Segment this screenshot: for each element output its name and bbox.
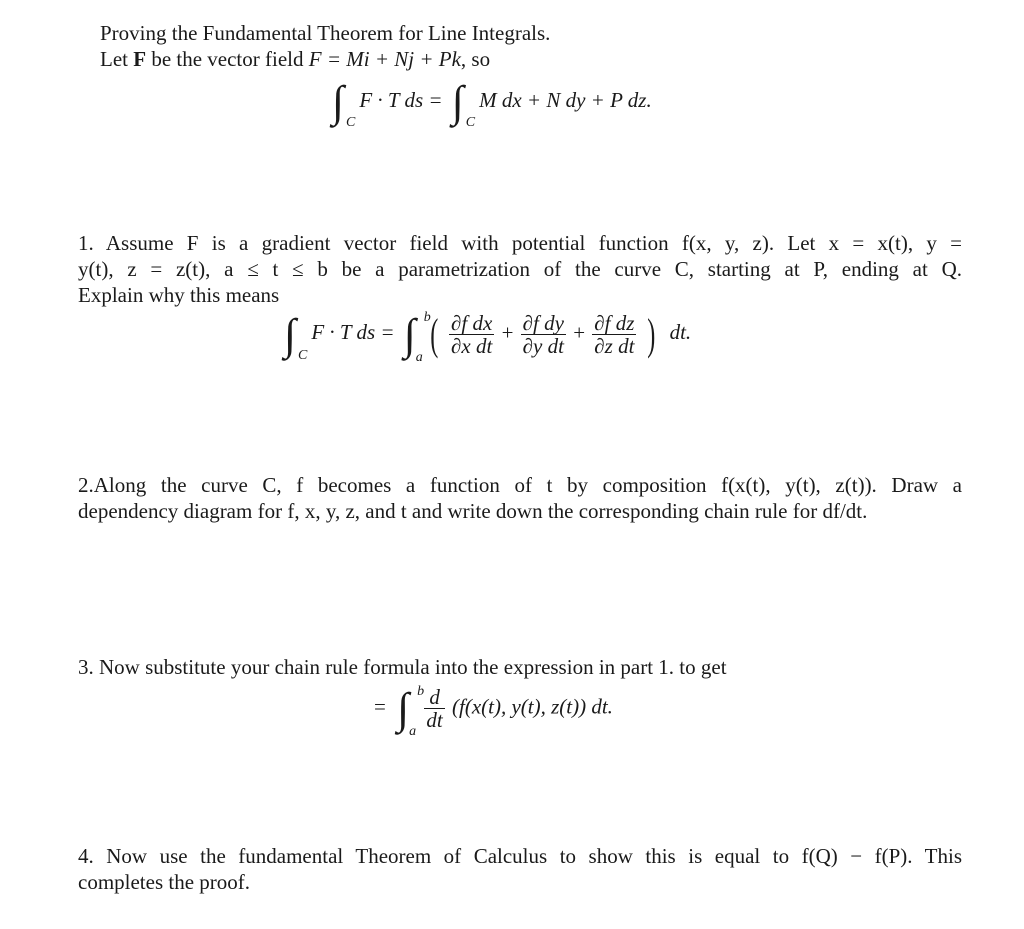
intro-field-def: F = Mi + Nj + Pk xyxy=(308,47,461,71)
eq3-equals: = xyxy=(374,694,386,719)
integral-subscript-2: C xyxy=(465,115,476,130)
part4-line2: completes the proof. xyxy=(78,870,251,894)
part4-line1: 4. Now use the fundamental Theorem of Calculus to show this is equal to f(Q) − f(P). This xyxy=(78,844,962,868)
fraction-2 xyxy=(521,312,566,357)
integral-upper-2: b xyxy=(417,683,425,699)
fraction-1 xyxy=(449,312,494,357)
fraction-2-den: ∂y dt xyxy=(522,334,564,358)
fraction-2-num: ∂f dy xyxy=(522,311,564,335)
fraction-3-num: ∂f dz xyxy=(594,311,635,335)
integral-sign-5: ∫ b a xyxy=(397,683,425,739)
part2-line2: dependency diagram for f, x, y, z, and t and write down the corresponding chain rule for df/dt. xyxy=(78,499,868,523)
integral-sign-4: ∫ b a xyxy=(403,309,431,365)
plus-2: + xyxy=(573,320,586,345)
integral-lower-2: a xyxy=(409,723,417,739)
part1-line1: 1. Assume F is a gradient vector field with potential function f(x, y, z). Let x = x(t), y = xyxy=(78,231,962,255)
integral-upper: b xyxy=(423,309,431,325)
intro-text-after: , so xyxy=(460,47,491,71)
equation-1 xyxy=(332,77,652,136)
right-paren: ) xyxy=(646,309,656,359)
integral-subscript: C xyxy=(346,115,356,130)
eq1-lhs: F · T ds = xyxy=(359,87,443,112)
document-title: Proving the Fundamental Theorem for Line Integrals. xyxy=(100,21,551,45)
intro-text-mid: be the vector field xyxy=(146,47,309,71)
integral-sign-2: ∫ C xyxy=(451,77,476,130)
part3-line1: 3. Now substitute your chain rule formula into the expression in part 1. to get xyxy=(78,655,727,679)
part1-line2: y(t), z = z(t), a ≤ t ≤ b be a parametrization of the curve C, starting at P, ending at Q. xyxy=(78,257,962,281)
intro-F: F xyxy=(133,47,147,71)
eq3-body: (f(x(t), y(t), z(t)) dt. xyxy=(452,694,613,719)
eq2-lhs: F · T ds = xyxy=(311,320,395,345)
fraction-1-num: ∂f dx xyxy=(451,311,493,335)
part2-line1: 2.Along the curve C, f becomes a function of t by composition f(x(t), y(t), z(t)). Draw a xyxy=(78,473,962,497)
fraction-3 xyxy=(592,312,636,357)
fraction-1-den: ∂x dt xyxy=(451,334,493,358)
d-fraction-num: d xyxy=(424,686,444,709)
integral-sign-3: ∫ C xyxy=(284,309,308,363)
integral-subscript-3: C xyxy=(298,347,308,363)
eq1-rhs: M dx + N dy + P dz. xyxy=(479,87,652,112)
eq2-tail: dt. xyxy=(669,320,692,345)
integral-lower: a xyxy=(415,349,423,365)
plus-1: + xyxy=(501,320,514,345)
fraction-3-den: ∂z dt xyxy=(594,334,635,358)
intro-text-before: Let xyxy=(100,47,134,71)
integral-sign: ∫ C xyxy=(332,77,356,130)
part1-line3: Explain why this means xyxy=(78,283,280,307)
d-fraction xyxy=(424,686,444,731)
intro-line xyxy=(100,46,490,72)
left-paren: ( xyxy=(430,309,439,359)
equation-3 xyxy=(374,683,613,746)
equation-2 xyxy=(284,309,692,378)
d-fraction-den: dt xyxy=(426,708,443,732)
